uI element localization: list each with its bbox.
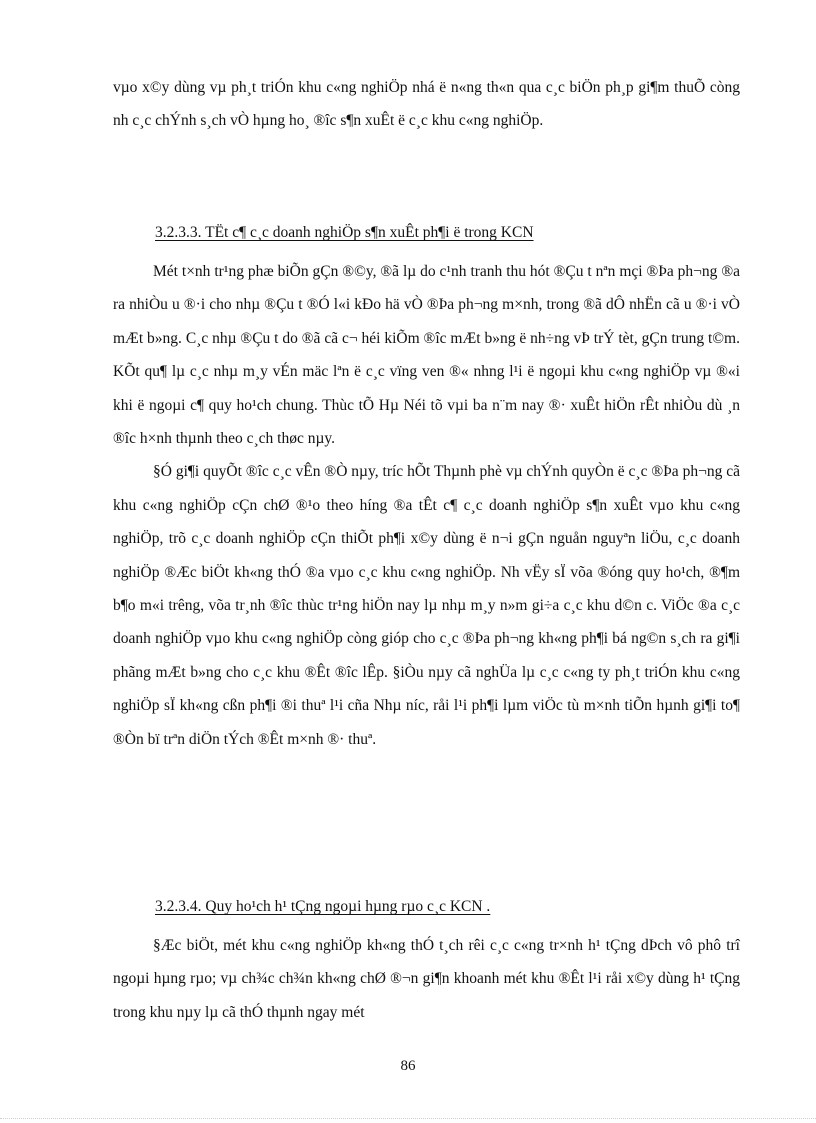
section-heading-3-2-3-4: 3.2.3.4. Quy ho¹ch h¹ tÇng ngoµi hµng rµo c¸c KCN .	[155, 898, 491, 915]
paragraph-continuation: vµo x©y dùng vµ ph¸t triÓn khu c«ng nghiÖp nhá ë n«ng th«n qua c¸c biÖn ph¸p gi¶m thuÕ còng nh c¸c chÝnh s¸ch vÒ hµng ho¸ ®îc s¶n xuÊt ë c¸c khu c«ng nghiÖp.	[113, 79, 740, 130]
text-block-top	[113, 71, 740, 138]
page-number: 86	[400, 1058, 416, 1074]
text-block-middle	[113, 255, 740, 756]
text-block-bottom	[113, 929, 740, 1029]
page-bottom-rule	[0, 1118, 816, 1119]
paragraph-3: §Æc biÖt, mét khu c«ng nghiÖp kh«ng thÓ t¸ch rêi c¸c c«ng tr×nh h¹ tÇng dÞch vô phô trî ngoµi hµng rµo; vµ ch¾c ch¾n kh«ng chØ ®¬n gi¶n khoanh mét khu ®Êt l¹i råi x©y dùng h¹ tÇng trong khu nµy lµ cã thÓ thµnh ngay mét	[113, 937, 740, 1021]
paragraph-2: §Ó gi¶i quyÕt ®îc c¸c vÊn ®Ò nµy, tríc hÕt Thµnh phè vµ chÝnh quyÒn ë c¸c ®Þa ph¬ng cã khu c«ng nghiÖp cÇn chØ ®¹o theo híng ®a tÊt c¶ c¸c doanh nghiÖp s¶n xuÊt vµo khu c«ng nghiÖp, trõ c¸c doanh nghiÖp cÇn thiÕt ph¶i x©y dùng ë n¬i gÇn nguån nguyªn liÖu, c¸c doanh nghiÖp ®Æc biÖt kh«ng thÓ ®a vµo c¸c khu c«ng nghiÖp. Nh vËy sÏ võa ®óng quy ho¹ch, ®¶m b¶o m«i trêng, võa tr¸nh ®îc thùc tr¹ng hiÖn nay lµ nhµ m¸y n»m gi÷a c¸c khu d©n c. ViÖc ®a c¸c doanh nghiÖp vµo khu c«ng nghiÖp còng gióp cho c¸c ®Þa ph¬ng kh«ng ph¶i bá ng©n s¸ch ra gi¶i phãng mÆt b»ng cho c¸c khu ®Êt ®îc lÊp. §iÒu nµy cã nghÜa lµ c¸c c«ng ty ph¸t triÓn khu c«ng nghiÖp sÏ kh«ng cßn ph¶i ®i thuª l¹i cña Nhµ níc, råi l¹i ph¶i lµm viÖc tù m×nh tiÕn hµnh gi¶i to¶ ®Òn bï trªn diÖn tÝch ®Êt m×nh ®· thuª.	[113, 463, 740, 748]
paragraph-1: Mét t×nh tr¹ng phæ biÕn gÇn ®©y, ®ã lµ do c¹nh tranh thu hót ®Çu t nªn mçi ®Þa ph¬ng ®a ra nhiÒu u ®·i cho nhµ ®Çu t ®Ó l«i kÐo hä vÒ ®Þa ph¬ng m×nh, trong ®ã dÔ nhËn cã u ®·i vÒ mÆt b»ng. C¸c nhµ ®Çu t do ®ã cã c¬ héi kiÕm ®îc mÆt b»ng ë nh÷ng vÞ trÝ tèt, gÇn trung t©m. KÕt qu¶ lµ c¸c nhµ m¸y vÉn mäc lªn ë c¸c vïng ven ®« nhng l¹i ë ngoµi khu c«ng nghiÖp vµ ®«i khi ë ngoµi c¶ quy ho¹ch chung. Thùc tÕ Hµ Néi tõ vµi ba n¨m nay ®· xuÊt hiÖn rÊt nhiÒu dù ¸n ®îc h×nh thµnh theo c¸ch thøc nµy.	[113, 263, 740, 448]
section-heading-3-2-3-3: 3.2.3.3. TËt c¶ c¸c doanh nghiÖp s¶n xuÊt ph¶i ë trong KCN	[155, 224, 534, 241]
